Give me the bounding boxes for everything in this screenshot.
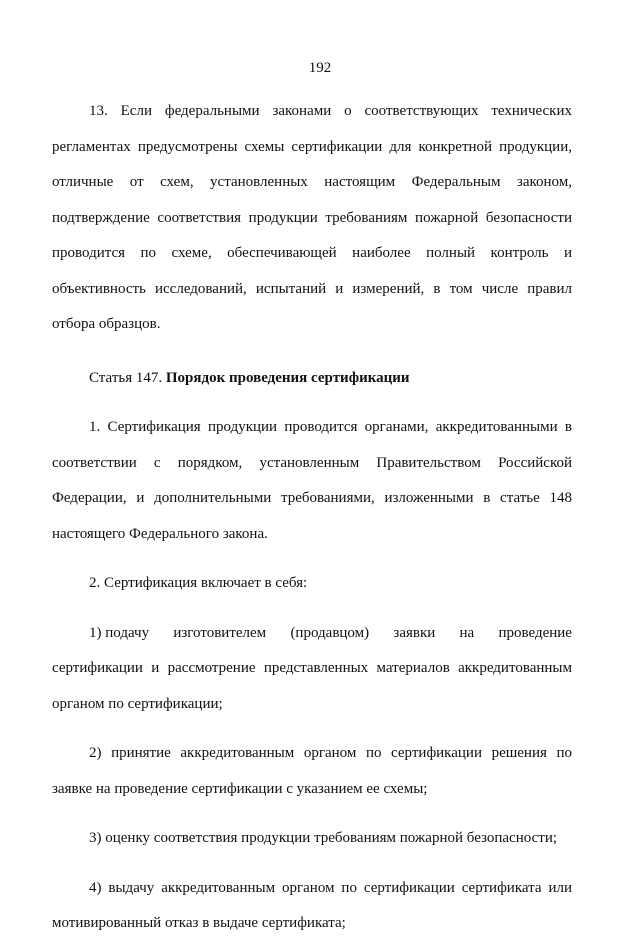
list-item-1-continuation: сертификации и рассмотрение представленных материалов аккредитованным органом по сертификации; [52, 660, 572, 712]
clause-1: 1. Сертификация продукции проводится органами, аккредитованными в соответствии с порядком, установленным Правительством Российской Федерации, и дополнительными требованиями, изложенными в статье 148 настоящего Федерального закона. [52, 419, 572, 542]
article-heading [52, 361, 572, 397]
paragraph-13: 13. Если федеральными законами о соответствующих технических регламентах предусмотрены схемы сертификации для конкретной продукции, отличные от схем, установленных настоящим Федеральным законом, подтверждение соответствия продукции требованиям пожарной безопасности проводится по схеме, обеспечивающей наиболее полный контроль и объективность исследований, испытаний и измерений, в том числе правил отбора образцов. [52, 103, 572, 332]
list-item-1-word: (продавцом) [290, 624, 370, 641]
list-item-1-word: заявки [393, 624, 436, 641]
list-item-1-first-line [52, 616, 572, 652]
list-item-1-word: проведение [498, 624, 572, 641]
list-item-4: 4) выдачу аккредитованным органом по сертификации сертификата или мотивированный отказ в выдаче сертификата; [52, 879, 572, 931]
list-item-1 [52, 616, 572, 723]
page-number: 192 [308, 60, 332, 76]
list-item-1-word: 1) подачу [89, 624, 150, 641]
list-item-1-word: изготовителем [173, 624, 267, 641]
article-title: Порядок проведения сертификации [165, 369, 410, 386]
clause-2: 2. Сертификация включает в себя: [89, 575, 308, 591]
document-body [52, 94, 572, 942]
article-number: Статья 147. [89, 369, 163, 386]
list-item-2: 2) принятие аккредитованным органом по сертификации решения по заявке на проведение сертификации с указанием ее схемы; [52, 745, 572, 797]
list-item-1-word: на [459, 624, 475, 641]
list-item-3: 3) оценку соответствия продукции требованиям пожарной безопасности; [89, 830, 558, 846]
